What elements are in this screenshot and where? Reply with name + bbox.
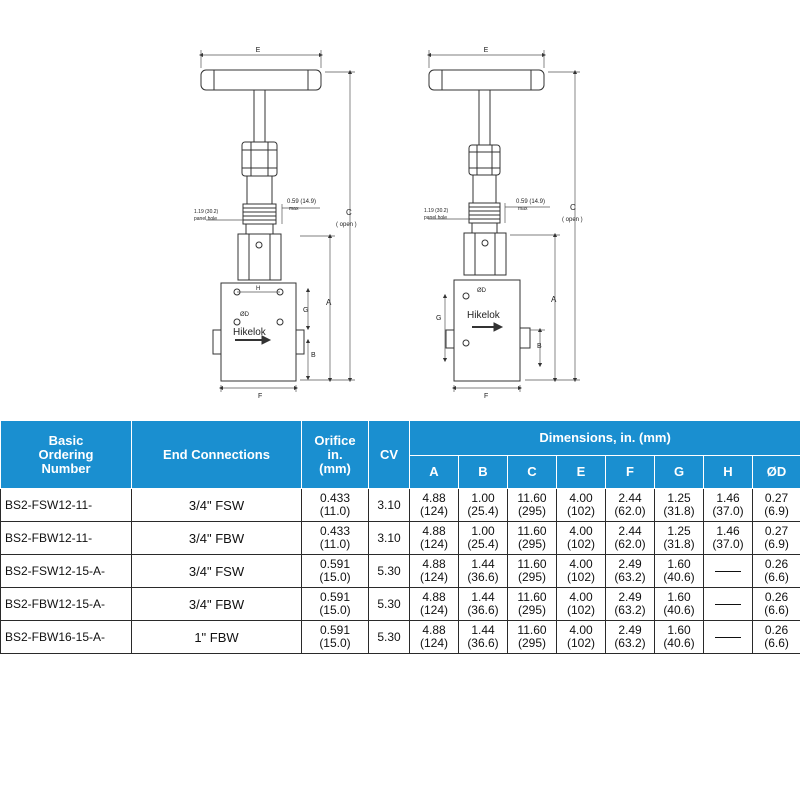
- end-connection-cell: 1" FBW: [132, 621, 302, 654]
- value-mm: (63.2): [614, 570, 646, 584]
- value-in: 1.00: [471, 524, 495, 538]
- value-mm: (40.6): [663, 636, 695, 650]
- label-a-left: A: [326, 298, 332, 307]
- value-in: 0.26: [764, 623, 789, 637]
- dim-cell-F: [606, 621, 655, 654]
- value-mm: (6.9): [764, 504, 789, 518]
- dim-cell-A: [410, 621, 459, 654]
- dim-cell-H: [704, 522, 753, 555]
- value-mm: (11.0): [319, 504, 351, 518]
- dim-cell-ØD: [753, 522, 800, 555]
- not-applicable-dash: [715, 571, 741, 572]
- dim-cell-C: [508, 555, 557, 588]
- dim-cell-C: [508, 489, 557, 522]
- dim-cell-A: [410, 588, 459, 621]
- header-cv: CV: [369, 421, 410, 489]
- part-number-cell: BS2-FSW12-11-: [1, 489, 132, 522]
- end-connection-cell: 3/4" FBW: [132, 522, 302, 555]
- value-mm: (63.2): [614, 603, 646, 617]
- cv-cell: 5.30: [369, 621, 410, 654]
- dim-cell-C: [508, 588, 557, 621]
- label-od-left: ØD: [240, 312, 249, 318]
- label-panel-dim-left: 1.19 (30.2): [194, 209, 219, 215]
- dim-cell-A: [410, 555, 459, 588]
- value-mm: (31.8): [663, 537, 695, 551]
- label-b-left: B: [311, 352, 316, 359]
- header-dim-2: C: [508, 456, 557, 489]
- packing-nut: [469, 145, 500, 175]
- cv-cell: 5.30: [369, 588, 410, 621]
- dim-cell-B: [459, 522, 508, 555]
- value-mm: (31.8): [663, 504, 695, 518]
- header-dim-0: A: [410, 456, 459, 489]
- value-mm: (102): [566, 504, 595, 518]
- label-od-right: ØD: [477, 288, 486, 294]
- label-a-right: A: [551, 295, 557, 304]
- value-in: 4.88: [422, 491, 446, 505]
- value-in: 2.44: [618, 524, 642, 538]
- dim-cell-B: [459, 555, 508, 588]
- header-end-connections: End Connections: [132, 421, 302, 489]
- value-in: 2.49: [618, 590, 642, 604]
- orifice-cell: [302, 555, 369, 588]
- stem: [479, 90, 490, 145]
- dim-cell-ØD: [753, 621, 800, 654]
- dim-cell-ØD: [753, 489, 800, 522]
- value-in: 11.60: [517, 491, 547, 505]
- value-mm: (15.0): [319, 570, 351, 584]
- header-dim-6: H: [704, 456, 753, 489]
- dim-cell-H: [704, 588, 753, 621]
- dim-cell-E: [557, 489, 606, 522]
- value-mm: (6.6): [764, 603, 789, 617]
- dim-cell-B: [459, 588, 508, 621]
- part-number-cell: BS2-FSW12-15-A-: [1, 555, 132, 588]
- orifice-cell: [302, 588, 369, 621]
- value-mm: (37.0): [712, 537, 744, 551]
- dim-cell-A: [410, 522, 459, 555]
- value-mm: (102): [566, 537, 595, 551]
- logo-left: Hikelok: [233, 327, 266, 338]
- cv-cell: 3.10: [369, 489, 410, 522]
- not-applicable-dash: [715, 604, 741, 605]
- label-h-left: H: [256, 286, 261, 292]
- value-in: 1.46: [716, 524, 740, 538]
- dim-cell-E: [557, 621, 606, 654]
- value-in: 4.00: [569, 590, 593, 604]
- dim-cell-G: [655, 489, 704, 522]
- value-mm: (15.0): [319, 636, 351, 650]
- value-mm: (295): [517, 636, 546, 650]
- value-in: 1.44: [471, 623, 495, 637]
- dim-cell-G: [655, 555, 704, 588]
- value-in: 4.88: [422, 590, 446, 604]
- label-c-open-left: ( open ): [336, 222, 357, 228]
- end-connection-cell: 3/4" FSW: [132, 489, 302, 522]
- value-in: 0.26: [764, 590, 789, 604]
- table-row: [1, 588, 800, 621]
- value-in: 0.27: [764, 524, 789, 538]
- header-dimensions: Dimensions, in. (mm): [410, 421, 800, 456]
- value-in: 1.25: [667, 491, 691, 505]
- value-mm: (62.0): [614, 504, 646, 518]
- value-mm: (36.6): [467, 603, 499, 617]
- cv-cell: 3.10: [369, 522, 410, 555]
- body-nut: [464, 233, 506, 275]
- body-nut: [238, 234, 281, 280]
- value-in: 1.60: [667, 623, 691, 637]
- value-mm: (40.6): [663, 570, 695, 584]
- value-in: 0.27: [764, 491, 789, 505]
- bonnet: [247, 176, 272, 204]
- label-e-right: E: [483, 47, 489, 54]
- header-dim-1: B: [459, 456, 508, 489]
- value-mm: (63.2): [614, 636, 646, 650]
- value-in: 1.44: [471, 557, 495, 571]
- value-in: 4.88: [422, 623, 446, 637]
- label-g-right: G: [436, 315, 442, 322]
- dim-cell-G: [655, 621, 704, 654]
- value-in: 0.591: [319, 590, 351, 604]
- value-mm: (6.6): [764, 636, 789, 650]
- value-in: 0.433: [319, 491, 351, 505]
- value-mm: (6.9): [764, 537, 789, 551]
- value-in: 0.591: [319, 557, 351, 571]
- panel-nut: [469, 203, 500, 223]
- value-mm: (124): [419, 636, 448, 650]
- value-mm: (15.0): [319, 603, 351, 617]
- dim-cell-H: [704, 621, 753, 654]
- value-mm: (295): [517, 570, 546, 584]
- label-e-left: E: [255, 47, 261, 54]
- value-in: 1.25: [667, 524, 691, 538]
- label-max-dim-right: 0.59 (14.9): [516, 199, 546, 205]
- dim-cell-ØD: [753, 555, 800, 588]
- value-mm: (37.0): [712, 504, 744, 518]
- value-in: 4.00: [569, 557, 593, 571]
- table-row: [1, 555, 800, 588]
- value-mm: (11.0): [319, 537, 351, 551]
- value-in: 2.49: [618, 557, 642, 571]
- panel-nut: [243, 204, 276, 224]
- dim-cell-B: [459, 489, 508, 522]
- table-row: [1, 489, 800, 522]
- specifications-table: [0, 420, 800, 654]
- value-in: 1.60: [667, 557, 691, 571]
- header-dim-7: ØD: [753, 456, 800, 489]
- dim-cell-E: [557, 555, 606, 588]
- value-in: 11.60: [517, 524, 547, 538]
- dim-cell-G: [655, 522, 704, 555]
- dim-cell-A: [410, 489, 459, 522]
- value-in: 2.44: [618, 491, 642, 505]
- table-row: [1, 621, 800, 654]
- value-mm: (102): [566, 570, 595, 584]
- value-mm: (36.6): [467, 570, 499, 584]
- value-in: 2.49: [618, 623, 642, 637]
- value-mm: (295): [517, 537, 546, 551]
- logo-right: Hikelok: [467, 310, 500, 321]
- dim-cell-F: [606, 489, 655, 522]
- value-in: 0.591: [319, 623, 351, 637]
- handle-bar: [201, 70, 321, 90]
- value-in: 0.26: [764, 557, 789, 571]
- value-in: 11.60: [517, 557, 547, 571]
- label-g-left: G: [303, 307, 309, 314]
- value-in: 1.46: [716, 491, 740, 505]
- dim-cell-E: [557, 522, 606, 555]
- dim-cell-F: [606, 555, 655, 588]
- dim-cell-F: [606, 522, 655, 555]
- value-in: 11.60: [517, 623, 547, 637]
- value-in: 4.00: [569, 524, 593, 538]
- label-c-left: C: [346, 208, 352, 217]
- value-mm: (40.6): [663, 603, 695, 617]
- value-in: 4.00: [569, 491, 593, 505]
- dim-cell-E: [557, 588, 606, 621]
- value-in: 1.44: [471, 590, 495, 604]
- table-row: [1, 522, 800, 555]
- handle-bar: [429, 70, 544, 90]
- label-max-word-right: max: [518, 206, 528, 212]
- label-max-word-left: max: [289, 206, 299, 212]
- value-mm: (102): [566, 603, 595, 617]
- value-in: 1.60: [667, 590, 691, 604]
- orifice-cell: [302, 522, 369, 555]
- bonnet: [473, 175, 496, 203]
- dim-cell-C: [508, 522, 557, 555]
- value-mm: (36.6): [467, 636, 499, 650]
- cv-cell: 5.30: [369, 555, 410, 588]
- part-number-cell: BS2-FBW16-15-A-: [1, 621, 132, 654]
- label-b-right: B: [537, 343, 542, 350]
- value-mm: (25.4): [467, 504, 499, 518]
- packing-nut: [242, 142, 277, 176]
- label-panel-word-left: panel hole: [194, 216, 218, 222]
- value-mm: (295): [517, 504, 546, 518]
- value-mm: (124): [419, 504, 448, 518]
- label-c-open-right: ( open ): [562, 217, 583, 223]
- orifice-cell: [302, 621, 369, 654]
- label-c-right: C: [570, 203, 576, 212]
- value-in: 4.88: [422, 557, 446, 571]
- value-mm: (25.4): [467, 537, 499, 551]
- dim-cell-ØD: [753, 588, 800, 621]
- end-connection-cell: 3/4" FBW: [132, 588, 302, 621]
- value-mm: (124): [419, 537, 448, 551]
- dim-cell-H: [704, 489, 753, 522]
- header-basic-ordering-number: Basic Ordering Number: [1, 421, 132, 489]
- header-dim-5: G: [655, 456, 704, 489]
- value-in: 0.433: [319, 524, 351, 538]
- value-in: 1.00: [471, 491, 495, 505]
- value-mm: (124): [419, 603, 448, 617]
- valve-drawing-right: [429, 70, 544, 381]
- value-mm: (102): [566, 636, 595, 650]
- label-max-dim-left: 0.59 (14.9): [287, 199, 317, 205]
- header-dim-3: E: [557, 456, 606, 489]
- value-mm: (124): [419, 570, 448, 584]
- label-f-left: F: [258, 393, 263, 400]
- value-mm: (295): [517, 603, 546, 617]
- label-panel-word-right: panel hole: [424, 215, 448, 221]
- dim-cell-G: [655, 588, 704, 621]
- dim-cell-F: [606, 588, 655, 621]
- orifice-cell: [302, 489, 369, 522]
- dim-cell-B: [459, 621, 508, 654]
- header-dim-4: F: [606, 456, 655, 489]
- label-f-right: F: [484, 393, 489, 400]
- value-in: 11.60: [517, 590, 547, 604]
- label-panel-dim-right: 1.19 (30.2): [424, 208, 449, 214]
- not-applicable-dash: [715, 637, 741, 638]
- dim-cell-H: [704, 555, 753, 588]
- part-number-cell: BS2-FBW12-15-A-: [1, 588, 132, 621]
- end-connection-cell: 3/4" FSW: [132, 555, 302, 588]
- value-in: 4.88: [422, 524, 446, 538]
- value-mm: (62.0): [614, 537, 646, 551]
- stem: [254, 90, 265, 142]
- value-in: 4.00: [569, 623, 593, 637]
- part-number-cell: BS2-FBW12-11-: [1, 522, 132, 555]
- dim-cell-C: [508, 621, 557, 654]
- value-mm: (6.6): [764, 570, 789, 584]
- header-orifice: Orifice in. (mm): [302, 421, 369, 489]
